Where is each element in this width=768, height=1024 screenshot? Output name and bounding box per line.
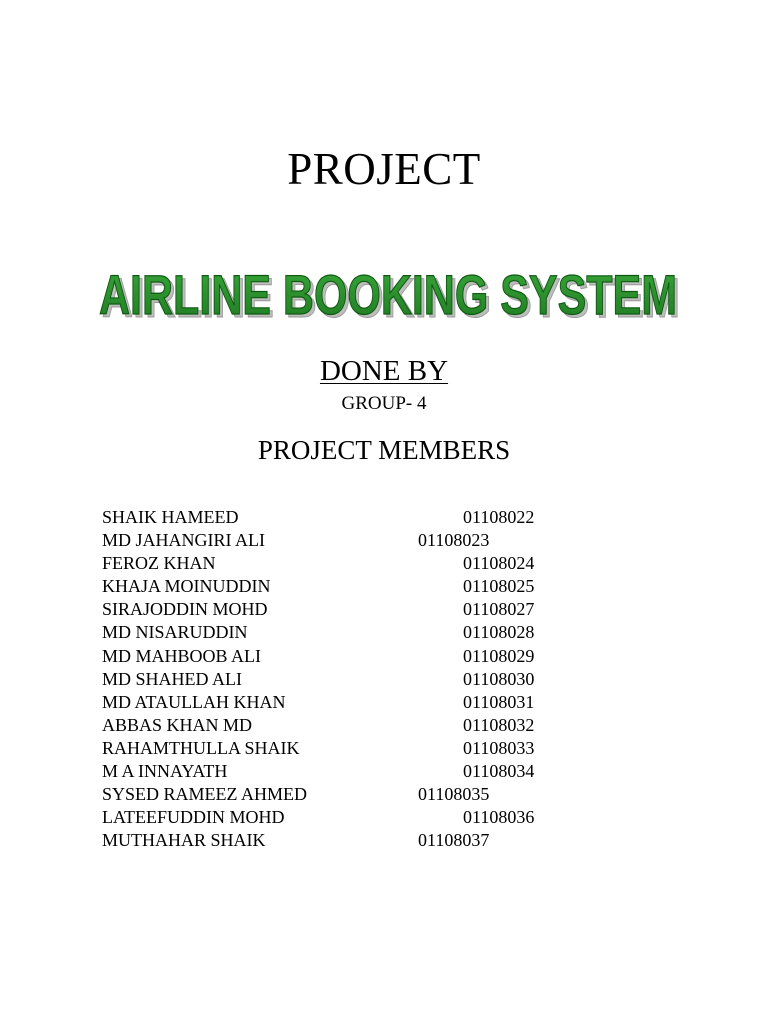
member-id: 01108033: [463, 737, 535, 758]
members-list: [0, 506, 768, 852]
member-row: [0, 829, 768, 852]
member-row: [0, 575, 768, 598]
member-name: RAHAMTHULLA SHAIK: [102, 737, 300, 758]
wordart-title-text: AIRLINE BOOKING SYSTEM: [99, 263, 677, 326]
member-row: [0, 506, 768, 529]
member-name: M A INNAYATH: [102, 761, 228, 782]
member-id: 01108037: [418, 830, 490, 851]
member-id: 01108036: [463, 807, 535, 828]
member-row: [0, 783, 768, 806]
member-name: MD ATAULLAH KHAN: [102, 691, 286, 712]
member-row: [0, 714, 768, 737]
member-id: 01108035: [418, 784, 490, 805]
member-id: 01108032: [463, 714, 535, 735]
member-row: [0, 598, 768, 621]
member-id: 01108029: [463, 645, 535, 666]
member-id: 01108024: [463, 553, 535, 574]
page-heading: PROJECT: [287, 144, 481, 194]
member-name: SIRAJODDIN MOHD: [102, 599, 268, 620]
member-id: 01108027: [463, 599, 535, 620]
member-id: 01108022: [463, 507, 535, 527]
member-id: 01108025: [463, 576, 535, 597]
member-name: MD SHAHED ALI: [102, 668, 243, 689]
member-name: MUTHAHAR SHAIK: [102, 830, 266, 851]
members-heading: PROJECT MEMBERS: [257, 435, 511, 465]
member-name: MD MAHBOOB ALI: [102, 645, 262, 666]
member-row: [0, 645, 768, 668]
member-row: [0, 806, 768, 829]
member-row: [0, 737, 768, 760]
group-label: GROUP- 4: [341, 393, 427, 414]
member-id: 01108023: [418, 530, 490, 551]
member-name: KHAJA MOINUDDIN: [102, 576, 271, 597]
member-name: SHAIK HAMEED: [102, 507, 239, 527]
member-id: 01108031: [463, 691, 535, 712]
member-row: [0, 529, 768, 552]
member-row: [0, 668, 768, 691]
member-id: 01108034: [463, 761, 535, 782]
member-row: [0, 760, 768, 783]
member-name: ABBAS KHAN MD: [102, 714, 253, 735]
wordart-title: [0, 255, 768, 335]
member-id: 01108028: [463, 622, 535, 643]
wordart-title-shadow: AIRLINE BOOKING SYSTEM: [102, 266, 680, 329]
member-row: [0, 691, 768, 714]
member-row: [0, 621, 768, 644]
done-by-heading: DONE BY: [319, 355, 449, 387]
member-name: SYSED RAMEEZ AHMED: [102, 784, 308, 805]
member-name: MD NISARUDDIN: [102, 622, 248, 643]
member-id: 01108030: [463, 668, 535, 689]
member-name: FEROZ KHAN: [102, 553, 216, 574]
member-row: [0, 552, 768, 575]
member-name: MD JAHANGIRI ALI: [102, 530, 265, 551]
member-name: LATEEFUDDIN MOHD: [102, 807, 285, 828]
